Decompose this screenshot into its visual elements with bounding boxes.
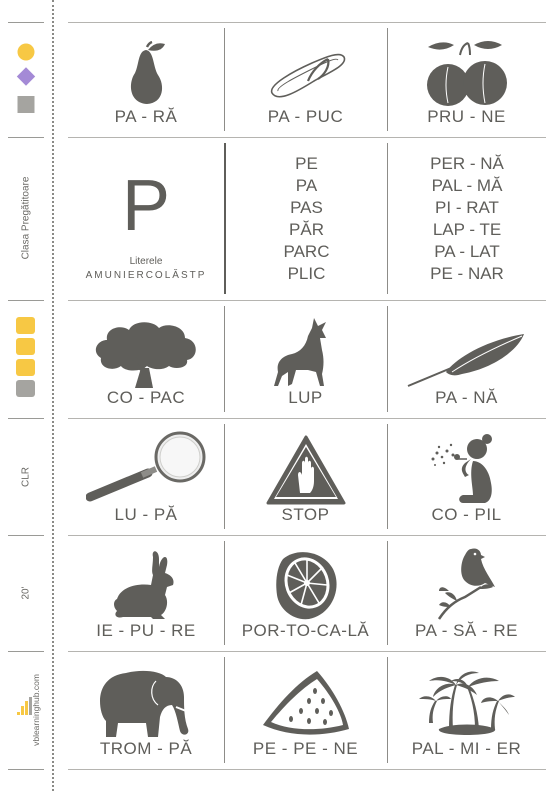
pear-icon	[121, 41, 171, 107]
syllable-item: PE	[295, 154, 318, 173]
bird-icon	[435, 547, 499, 621]
word-label: CO - PAC	[106, 388, 186, 407]
syllable-item: PA - LAT	[434, 242, 500, 261]
watermelon-icon	[261, 667, 351, 739]
sidebar-divider	[8, 418, 44, 419]
word-card	[68, 651, 224, 769]
word-label: STOP	[281, 505, 330, 524]
stop-sign-icon	[266, 435, 346, 505]
letters-list: AMUNIERCOLĂSTP	[85, 270, 207, 281]
word-label: PE - PE - NE	[252, 739, 359, 758]
word-card	[387, 418, 546, 535]
big-letter: P	[121, 166, 171, 246]
letters-title: Literele	[129, 256, 163, 267]
word-card	[68, 22, 224, 137]
shape-legend	[14, 40, 38, 118]
word-card	[224, 418, 387, 535]
word-card	[224, 22, 387, 137]
syllable-item: PARC	[283, 242, 330, 261]
row-divider	[68, 769, 546, 770]
word-card	[68, 300, 224, 418]
word-card	[387, 535, 546, 651]
word-card	[387, 651, 546, 769]
sidebar-divider	[8, 769, 44, 770]
duration-label: 20'	[20, 586, 32, 600]
word-card	[224, 651, 387, 769]
sidebar-divider	[8, 300, 44, 301]
syllable-item: PĂR	[289, 220, 324, 239]
word-card	[224, 535, 387, 651]
site-label: vblearninghub.com	[31, 674, 41, 746]
sidebar-divider	[8, 535, 44, 536]
word-label: LUP	[288, 388, 323, 407]
word-card	[68, 535, 224, 651]
syllable-item: PER - NĂ	[430, 154, 504, 173]
word-label: PA - NĂ	[435, 388, 498, 407]
word-label: LU - PĂ	[114, 505, 178, 524]
word-label: IE - PU - RE	[96, 621, 196, 640]
row-divider	[68, 137, 546, 138]
orange-slice-icon	[273, 549, 339, 621]
child-icon	[429, 433, 505, 505]
syllable-item: PAL - MĂ	[431, 176, 503, 195]
elephant-icon	[96, 667, 196, 739]
yellow-circle-icon	[18, 44, 35, 61]
syllables-short	[226, 153, 387, 285]
sidebar-divider	[8, 651, 44, 652]
syllable-item: PA	[295, 176, 318, 195]
class-label: Clasa Pregătitoare	[20, 176, 32, 260]
sidebar-divider	[8, 137, 44, 138]
sidebar-divider	[8, 22, 44, 23]
word-label: PA - SĂ - RE	[415, 621, 518, 640]
syllable-item: PE - NAR	[430, 264, 504, 283]
cut-line	[52, 0, 54, 791]
syllable-item: PLIC	[287, 264, 326, 283]
rabbit-icon	[111, 549, 181, 621]
syllables-long	[388, 153, 546, 285]
word-label: PAL - MI - ER	[411, 739, 522, 758]
word-label: PA - RĂ	[114, 107, 178, 126]
word-card	[224, 300, 387, 418]
word-label: PRU - NE	[427, 107, 506, 126]
tree-icon	[91, 318, 201, 388]
word-label: PA - PUC	[267, 107, 344, 126]
word-card	[387, 22, 546, 137]
word-card	[387, 300, 546, 418]
block-legend	[15, 316, 37, 404]
syllable-item: PAS	[290, 198, 323, 217]
word-card	[68, 418, 224, 535]
purple-diamond-icon	[17, 67, 35, 85]
plums-icon	[424, 39, 510, 107]
gray-square-icon	[18, 96, 35, 113]
feather-icon	[406, 328, 528, 388]
syllable-item: LAP - TE	[432, 220, 502, 239]
palm-trees-icon	[419, 667, 515, 739]
word-label: CO - PIL	[431, 505, 502, 524]
flip-flop-icon	[264, 41, 348, 107]
subject-label: CLR	[20, 466, 32, 488]
wolf-icon	[274, 316, 338, 388]
word-label: TROM - PĂ	[99, 739, 193, 758]
syllable-item: PI - RAT	[435, 198, 499, 217]
word-label: POR-TO-CA-LĂ	[241, 621, 370, 640]
magnifier-icon	[86, 431, 206, 505]
sidebar	[0, 0, 50, 791]
